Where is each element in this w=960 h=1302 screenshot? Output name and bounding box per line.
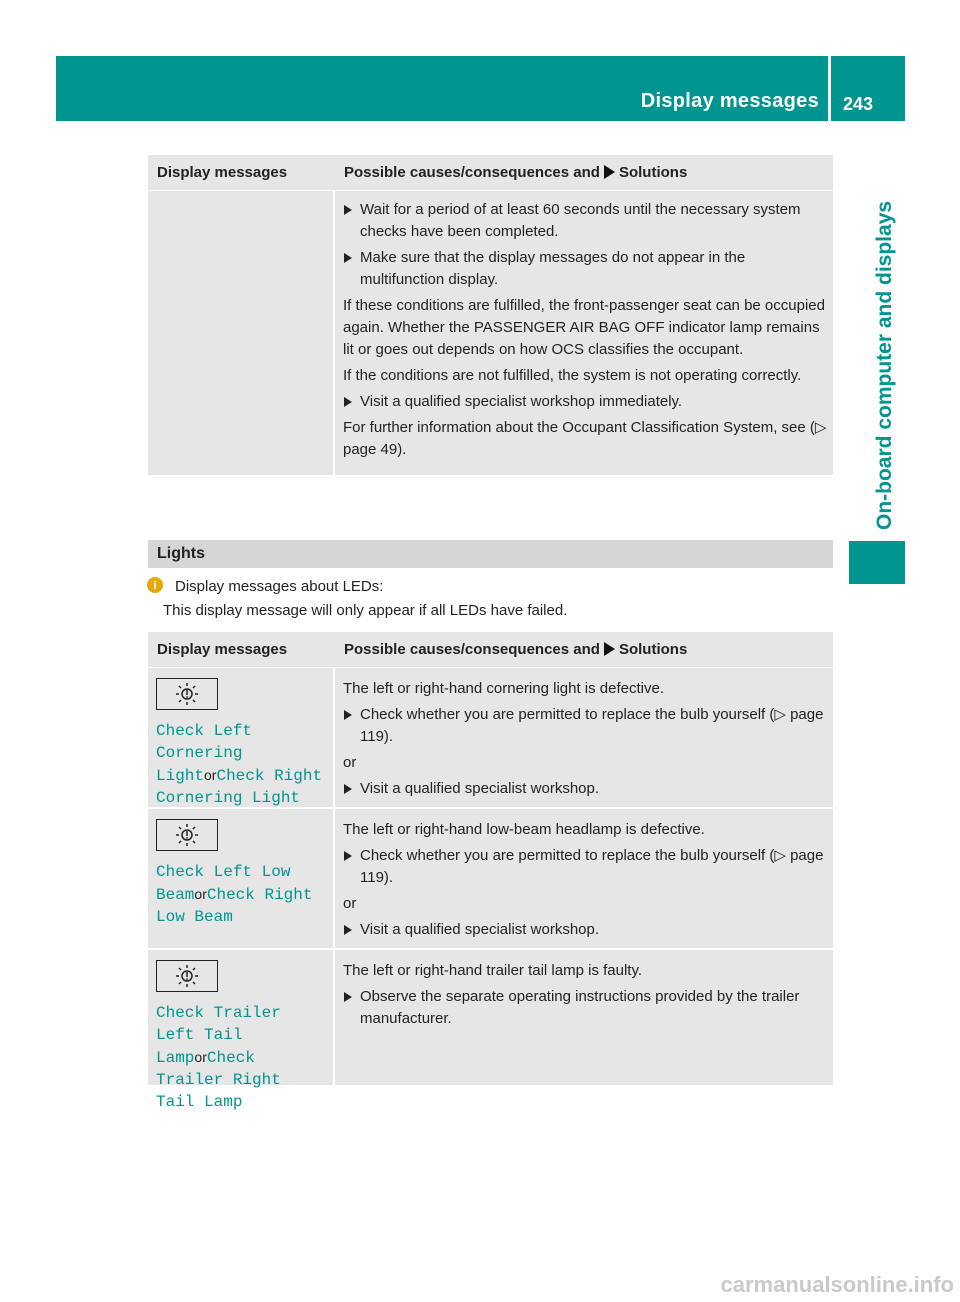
or-text: or — [343, 895, 357, 912]
message-option-b: Check Right Low Beam — [156, 886, 313, 926]
table-row — [148, 807, 833, 948]
cause-text: The left or right-hand cornering light is defective. — [343, 680, 664, 697]
header-divider — [828, 56, 831, 121]
or-separator: or — [194, 1049, 207, 1065]
step-arrow-icon — [344, 253, 352, 263]
display-messages-table-2 — [148, 632, 833, 1111]
message-cell — [148, 807, 335, 948]
display-message-text — [156, 1002, 325, 1113]
table-row — [148, 668, 833, 807]
step-arrow-icon — [344, 784, 352, 794]
info-icon: i — [147, 577, 163, 593]
step-text: Wait for a period of at least 60 seconds until the necessary system checks have been completed. — [360, 201, 801, 240]
solution-cell — [335, 948, 833, 1085]
step-text: Visit a qualified specialist workshop immediately. — [360, 393, 683, 410]
step-arrow-icon — [344, 397, 352, 407]
col-header-solutions-text: Solutions — [618, 164, 688, 181]
solution-cell — [335, 191, 833, 475]
or-separator: or — [194, 886, 207, 902]
bulb-fault-icon — [156, 819, 218, 851]
chapter-tab-marker — [849, 541, 905, 584]
section-title: Lights — [157, 545, 205, 562]
page-number: 243 — [843, 94, 874, 114]
table-header — [148, 155, 833, 191]
cause-text: The left or right-hand low-beam headlamp is defective. — [343, 821, 705, 838]
message-cell — [148, 948, 335, 1111]
message-option-b: Check Right Cornering Light — [156, 767, 323, 807]
display-message-text — [156, 861, 325, 928]
or-text: or — [343, 754, 357, 771]
info-text: Display messages about LEDs: — [175, 578, 384, 595]
solution-step — [343, 919, 827, 941]
step-text: Make sure that the display messages do not appear in the multifunction display. — [360, 249, 746, 288]
display-messages-table-1 — [148, 155, 833, 475]
solution-step — [343, 199, 827, 243]
cause-text: The left or right-hand trailer tail lamp is faulty. — [343, 962, 643, 979]
bulb-fault-icon — [156, 678, 218, 710]
table-row — [148, 948, 833, 1111]
col-header-messages: Display messages — [157, 641, 288, 658]
step-arrow-icon — [344, 925, 352, 935]
bulb-fault-icon — [156, 960, 218, 992]
solution-step — [343, 391, 827, 413]
table-row — [148, 191, 833, 475]
step-text: Observe the separate operating instructions provided by the trailer manufacturer. — [360, 988, 800, 1027]
solution-cell — [335, 807, 833, 948]
solution-cell — [335, 668, 833, 807]
col-header-text: Possible causes/consequences and — [344, 641, 600, 658]
watermark: carmanualsonline.info — [720, 1272, 954, 1297]
message-option-a: Check Left Cornering Light — [156, 722, 253, 785]
step-arrow-icon — [344, 992, 352, 1002]
col-header-solutions-text: Solutions — [618, 641, 688, 658]
step-text: Visit a qualified specialist workshop. — [360, 780, 600, 797]
message-cell — [148, 191, 335, 475]
info-note: This display message will only appear if all LEDs have failed. — [163, 602, 568, 619]
display-message-text — [156, 720, 325, 809]
or-separator: or — [204, 767, 217, 783]
col-header-text: Possible causes/consequences and — [344, 164, 600, 181]
message-option-a: Check Left Low Beam — [156, 863, 291, 904]
step-arrow-icon — [344, 710, 352, 720]
solution-step — [343, 704, 827, 748]
step-text: Check whether you are permitted to replace the bulb yourself (▷ page 119). — [360, 847, 824, 886]
step-arrow-icon — [344, 851, 352, 861]
section-heading-bar — [148, 540, 833, 568]
solution-step — [343, 778, 827, 800]
col-header-messages: Display messages — [157, 164, 288, 181]
message-option-a: Check Trailer Left Tail Lamp — [156, 1004, 281, 1067]
step-arrow-icon — [344, 205, 352, 215]
solution-step — [343, 247, 827, 291]
step-text: Check whether you are permitted to replace the bulb yourself (▷ page 119). — [360, 706, 824, 745]
play-arrow-icon — [604, 165, 615, 179]
page-title: Display messages — [640, 90, 819, 112]
message-option-b: Check Trailer Right Tail Lamp — [156, 1049, 281, 1111]
col-header-solutions — [344, 164, 687, 181]
table-header — [148, 632, 833, 668]
solution-step — [343, 986, 827, 1030]
solution-step — [343, 845, 827, 889]
step-text: Visit a qualified specialist workshop. — [360, 921, 600, 938]
col-header-solutions — [344, 641, 687, 658]
paragraph: If the conditions are not fulfilled, the system is not operating correctly. — [343, 367, 802, 384]
paragraph: If these conditions are fulfilled, the front-passenger seat can be occupied again. Whether the PASSENGER AIR BAG OFF indicator lamp remains lit or goes out depends on how OCS classifies the occupant. — [343, 297, 825, 358]
paragraph: For further information about the Occupant Classification System, see (▷ page 49). — [343, 419, 827, 458]
chapter-tab-label: On-board computer and displays — [873, 200, 896, 530]
play-arrow-icon — [604, 642, 615, 656]
message-cell — [148, 668, 335, 807]
